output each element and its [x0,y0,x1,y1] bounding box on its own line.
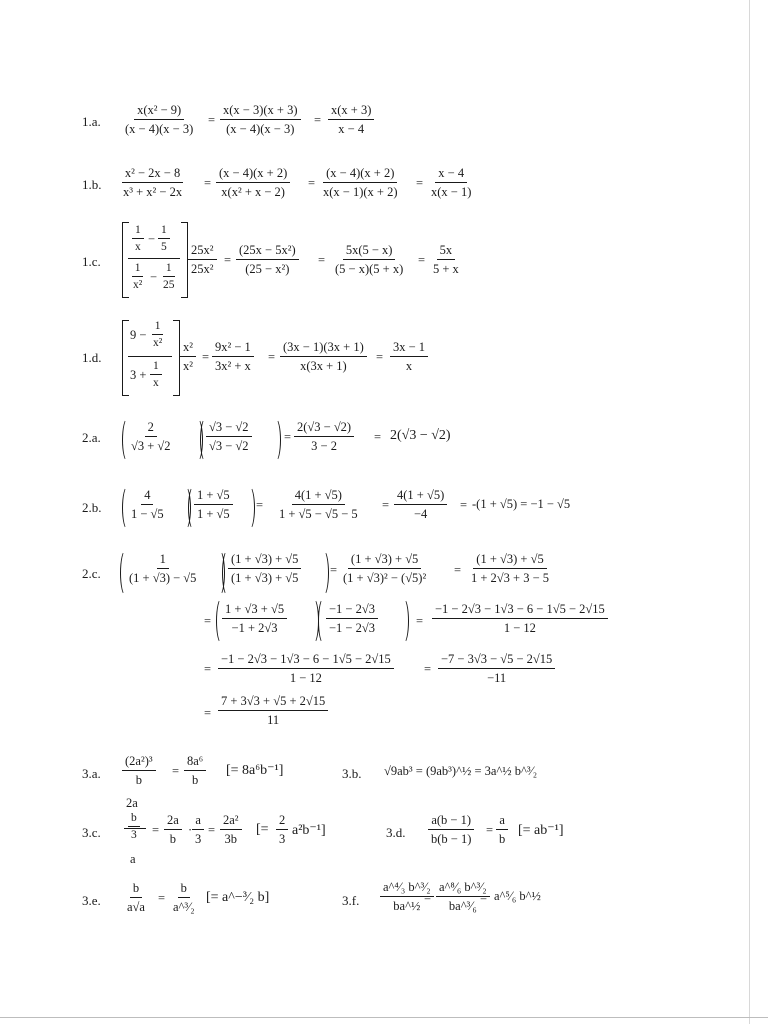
alternate-form-close: a²b⁻¹] [292,823,326,838]
fraction: $\frac{2}{√3 + √2}$ [131,420,171,453]
scan-bottom-line [0,1017,768,1018]
equals-sign: = [308,176,316,190]
fraction: $\frac{1}{x}$ [150,360,162,389]
equals-sign: = [376,350,384,364]
fraction: $\frac{a(b - 1)}{b(b - 1)}$ [428,813,474,846]
problem-label: 1.c. [82,254,101,269]
problem-label: 3.b. [342,766,362,781]
equals-sign: = [416,614,424,628]
fraction: $\frac{1}{x}$ [132,224,144,253]
result: -(1 + √5) = −1 − √5 [472,497,571,511]
right-paren [398,598,409,644]
problem-label: 3.c. [82,825,101,840]
fraction: $\frac{1}{\text{x²}}$ [133,262,143,291]
equals-sign: = [224,253,232,267]
fraction: $\frac{1}{\text{x²}}$ [153,320,163,349]
equals-sign: = [204,176,212,190]
fraction: $\frac{(3x - 1)(3x + 1)}{x(3x + 1)}$ [280,340,367,373]
fraction: $\frac{\text{(25x − 5x²)}}{\text{(25 − x²)}}$ [236,243,299,276]
problem-label: 1.a. [82,114,101,129]
fraction: $\frac{\text{8a⁶}}{b}$ [184,754,206,787]
expression: √9ab³ = (9ab³)^½ = 3a^½ b^³⁄₂ [384,764,538,778]
equals-sign: = [204,614,212,628]
equals-sign: = [318,253,326,267]
result: 2(√3 − √2) [390,428,451,443]
fraction: $\frac{-1 - 2√3 - 1√3 - 6 - 1√5 - 2√15}{1 - 12}$ [218,652,394,685]
alternate-form: [= 8a⁶b⁻¹] [226,763,284,778]
right-paren [244,486,255,530]
main-fraction-bar [128,356,172,357]
fraction: $\frac{\text{2a²}}{3b}$ [220,813,242,846]
equals-sign: = [172,764,180,778]
problem-label: 3.e. [82,893,101,908]
alternate-form: [= ab⁻¹] [518,823,564,838]
alternate-form-open: [= [256,822,269,837]
dot: · [188,823,193,837]
fraction: $\frac{3x - 1}{x}$ [390,340,428,373]
right-paren [270,418,281,462]
problem-label: 3.f. [342,893,360,908]
problem-label: 3.a. [82,766,101,781]
minus-sign: − [150,270,158,284]
fraction: $\frac{1 + √5}{1 + √5}$ [194,488,233,521]
fraction: $\frac{\text{x² − 2x − 8}}{\text{x³ + x² − 2x}}$ [123,166,183,199]
fraction: $\frac{b}{a√a}$ [127,881,145,914]
equals-sign: = [424,662,432,676]
fraction: $\frac{\text{9x² − 1}}{\text{3x² + x}}$ [212,340,254,373]
equals-sign: = [314,113,322,127]
left-bracket [122,222,129,298]
equals-sign: = [204,662,212,676]
fraction: $\frac{(x - 4)(x + 2)}{x(x - 1)(x + 2)}$ [323,166,398,199]
left-bracket [122,320,129,396]
equals-sign: = [268,350,276,364]
fraction: $\frac{\text{x(x² − 9)}}{(x - 4)(x - 3)}$ [125,103,194,136]
fraction: $\frac{b}{3}$ [128,812,140,841]
fraction: $\frac{1 + √3 + √5}{-1 + 2√3}$ [222,602,287,635]
fraction: $\frac{x(x + 3)}{x - 4}$ [328,103,374,136]
equals-sign: = [424,891,432,905]
term: 9 − [130,328,147,342]
problem-label: 1.b. [82,177,102,192]
fraction: $\frac{4}{1 - √5}$ [131,488,164,521]
fraction: $\frac{(1 + √3) + √5}{\text{(1 + √3)² − (√5)²}}$ [343,552,427,585]
fraction: $\frac{\text{(2a²)³}}{b}$ [122,754,156,787]
right-bracket [181,222,188,298]
equals-sign: = [374,430,382,444]
equals-sign: = [330,563,338,577]
problem-label: 1.d. [82,350,102,365]
equals-sign: = [204,706,212,720]
fraction: $\frac{5x(5 - x)}{(5 - x)(5 + x)}$ [335,243,404,276]
fraction: $\frac{2(√3 - √2)}{3 - 2}$ [294,420,354,453]
fraction: $\frac{4(1 + √5)}{1 + √5 - √5 - 5}$ [279,488,358,521]
equals-sign: = [284,430,292,444]
fraction: $\frac{\text{x²}}{\text{x²}}$ [180,340,196,373]
scan-edge-line [749,0,750,1024]
equals-sign: = [460,498,468,512]
fraction: $\frac{\text{25x²}}{\text{25x²}}$ [188,243,217,276]
equals-sign: = [208,823,216,837]
result: a^⁵⁄₆ b^½ [494,889,541,903]
equals-sign: = [152,823,160,837]
equals-sign: = [454,563,462,577]
fraction: $\frac{1}{(1 + √3) - √5}$ [129,552,197,585]
equals-sign: = [202,350,210,364]
fraction: $\frac{b}{\text{a\textasciicircum{}³⁄₂}}$ [173,881,195,914]
fraction: $\frac{1}{25}$ [163,262,175,291]
main-fraction-bar [128,258,180,259]
fraction: $\frac{-7 - 3√3 - √5 - 2√15}{-11}$ [438,652,555,685]
equals-sign: = [418,253,426,267]
fraction: $\frac{a}{3}$ [192,813,204,846]
fraction: $\frac{(1 + √3) + √5}{1 + 2√3 + 3 - 5}$ [471,552,550,585]
equals-sign: = [480,891,488,905]
problem-label: 2.a. [82,430,101,445]
problem-label: 2.c. [82,566,101,581]
main-fraction-bar [124,828,146,829]
fraction: $\frac{-1 - 2√3 - 1√3 - 6 - 1√5 - 2√15}{1 - 12}$ [432,602,608,635]
fraction: $\frac{√3 - √2}{√3 - √2}$ [206,420,252,453]
fraction: $\frac{\text{a\textasciicircum{}⁴⁄₃ b\textasciicircum{}³⁄₂}}{\text{ba\textasciicircum{}½}}$ [380,880,434,913]
equals-sign: = [158,891,166,905]
term: 2a [126,796,138,810]
right-paren [318,550,329,596]
fraction: $\frac{5x}{5 + x}$ [433,243,459,276]
term: a [130,852,136,866]
fraction: $\frac{7 + 3√3 + √5 + 2√15}{11}$ [218,694,328,727]
fraction: $\frac{2}{3}$ [276,813,288,846]
equals-sign: = [208,113,216,127]
fraction: $\frac{4(1 + √5)}{-4}$ [394,488,447,521]
fraction: $\frac{\text{a\textasciicircum{}⁸⁄₆ b\textasciicircum{}³⁄₂}}{\text{ba\textasciicircum{}³⁄₆}}$ [436,880,490,913]
right-bracket [173,320,180,396]
fraction: $\frac{-1 - 2√3}{-1 - 2√3}$ [326,602,378,635]
fraction: $\frac{x - 4}{x(x - 1)}$ [431,166,472,199]
equals-sign: = [416,176,424,190]
problem-label: 2.b. [82,500,102,515]
equals-sign: = [256,498,264,512]
equals-sign: = [382,498,390,512]
fraction: $\frac{a}{b}$ [496,813,508,846]
fraction: $\frac{(1 + √3) + √5}{(1 + √3) + √5}$ [228,552,301,585]
equals-sign: = [486,823,494,837]
minus-sign: − [148,232,156,246]
fraction: $\frac{2a}{b}$ [164,813,182,846]
alternate-form: [= a^−³⁄₂ b] [206,890,270,905]
fraction: $\frac{(x - 4)(x + 2)}{\text{x(x² + x − 2)}}$ [216,166,290,199]
problem-label: 3.d. [386,825,406,840]
fraction: $\frac{1}{5}$ [158,224,170,253]
term: 3 + [130,368,147,382]
fraction: $\frac{x(x - 3)(x + 3)}{(x - 4)(x - 3)}$ [220,103,301,136]
